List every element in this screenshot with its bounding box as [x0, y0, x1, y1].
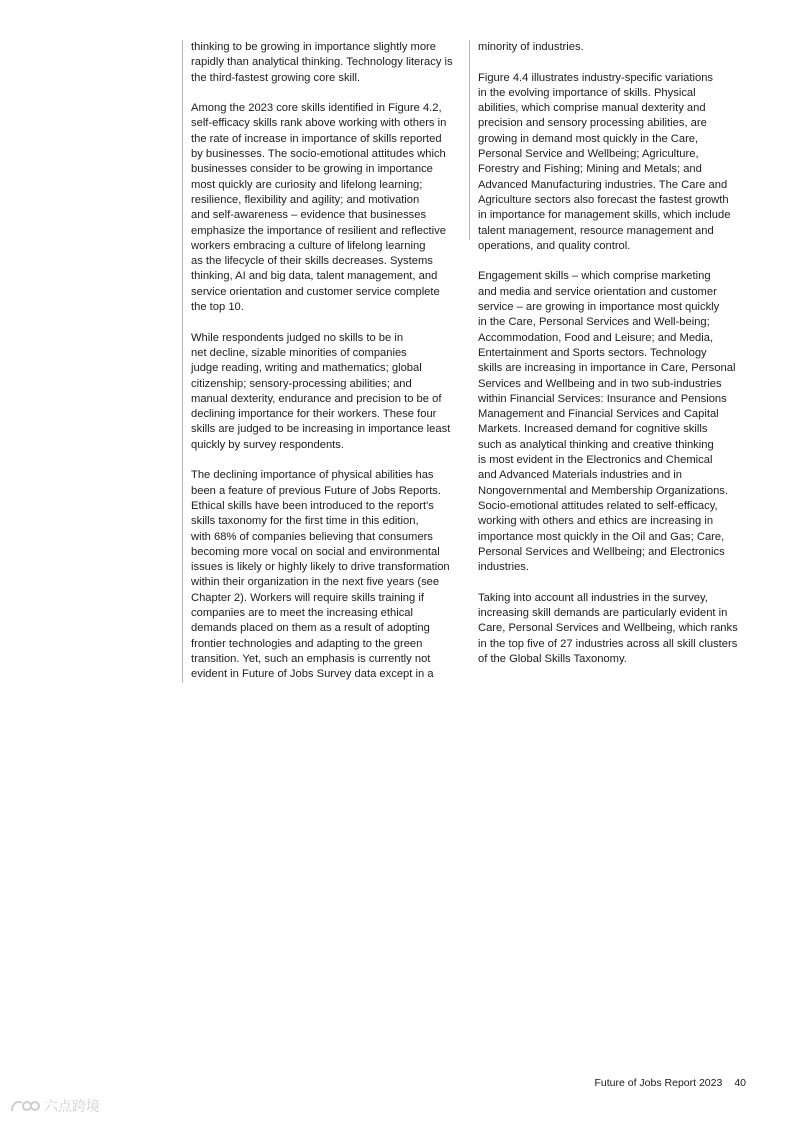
- page-number: 40: [734, 1077, 746, 1089]
- right-paragraph-2: Figure 4.4 illustrates industry-specific variations in the evolving importance of skills. Physical abilities, which comprise manual dexterity and precision and sensory processing abilities, are growing in demand most quickly in the Care, Personal Service and Wellbeing; Agriculture, Forestry and Fishing; Mining and Metals; and Advanced Manufacturing industries. The Care and Agriculture sectors also forecast the fastest growth in importance for management skills, which include talent management, resource management and operations, and quality control.: [478, 71, 731, 252]
- report-title: Future of Jobs Report 2023: [594, 1077, 723, 1089]
- watermark: [10, 1096, 100, 1116]
- watermark-text: 六点跨境: [44, 1098, 100, 1114]
- right-paragraph-3: Engagement skills – which comprise marketing and media and service orientation and customer service – are growing in importance most quickly in the Care, Personal Services and Well-being; Accommodation, Food and Leisure; and Media, Entertainment and Sports sectors. Technology skills are increasing in importance in Care, Personal Services and Wellbeing and in two sub-industries within Financial Services: Insurance and Pensions Management and Financial Services and Capital Markets. Increased demand for cognitive skills such as analytical thinking and creative thinking is most evident in the Electronics and Chemical and Advanced Materials industries and in Nongovernmental and Membership Organizations. Socio-emotional attitudes related to self-efficacy, working with others and ethics are increasing in importance most quickly in the Oil and Gas; Care, Personal Services and Wellbeing; and Electronics industries.: [478, 270, 736, 574]
- left-column: [182, 40, 473, 683]
- left-paragraph-1: thinking to be growing in importance slightly more rapidly than analytical thinking. Technology literacy is the third-fastest growing core skill.: [191, 41, 453, 84]
- page-footer: [594, 1077, 746, 1089]
- right-paragraph-4: Taking into account all industries in the survey, increasing skill demands are particularly evident in Care, Personal Services and Wellbeing, which ranks in the top five of 27 industries across all skill clusters of the Global Skills Taxonomy.: [478, 591, 738, 665]
- left-paragraph-4: The declining importance of physical abilities has been a feature of previous Future of Jobs Reports. Ethical skills have been introduced to the report's skills taxonomy for the first time in this edition, with 68% of companies believing that consumers becoming more vocal on social and environmental issues is likely or highly likely to drive transformation within their organization in the next five years (see Chapter 2). Workers will require skills training if companies are to meet the increasing ethical demands placed on them as a result of adopting frontier technologies and adapting to the green transition. Yet, such an emphasis is currently not evident in Future of Jobs Survey data except in a: [191, 469, 450, 681]
- right-column: [478, 40, 762, 682]
- brand-logo-icon: [10, 1097, 40, 1115]
- left-paragraph-3: While respondents judged no skills to be in net decline, sizable minorities of companies judge reading, writing and mathematics; global citizenship; sensory-processing abilities; and manual dexterity, endurance and precision to be of declining importance for their workers. These four skills are judged to be increasing in importance least quickly by survey respondents.: [191, 331, 451, 451]
- right-paragraph-1: minority of industries.: [478, 41, 584, 53]
- left-paragraph-2: Among the 2023 core skills identified in Figure 4.2, self-efficacy skills rank above working with others in the rate of increase in importance of skills reported by businesses. The socio-emotional attitudes which businesses consider to be growing in importance most quickly are curiosity and lifelong learning; resilience, flexibility and agility; and motivation and self-awareness – evidence that businesses emphasize the importance of resilient and reflective workers embracing a culture of lifelong learning as the lifecycle of their skills decreases. Systems thinking, AI and big data, talent management, and service orientation and customer service complete the top 10.: [191, 102, 447, 314]
- right-column-rule: [469, 40, 470, 240]
